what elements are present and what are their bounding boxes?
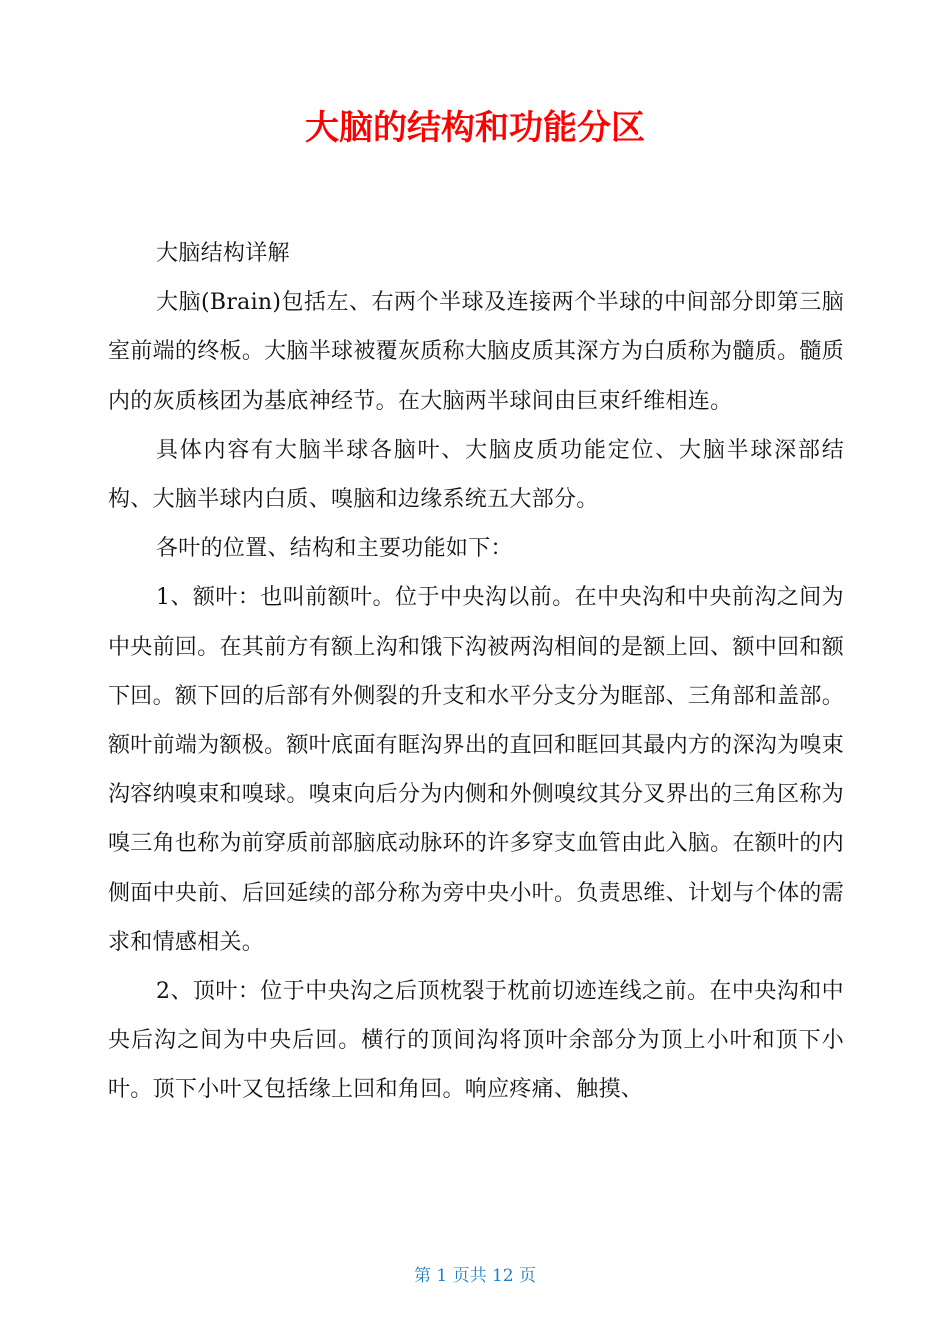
- paragraph-heading: 大脑结构详解: [156, 241, 290, 266]
- paragraph-frontal-lobe: 1、额叶：也叫前额叶。位于中央沟以前。在中央沟和中央前沟之间为中央前回。在其前方有额上沟和饿下沟被两沟相间的是额上回、额中回和额下回。额下回的后部有外侧裂的升支和水平分支分为眶部、三角部和盖部。额叶前端为额极。额叶底面有眶沟界出的直回和眶回其最内方的深沟为嗅束沟容纳嗅束和嗅球。嗅束向后分为内侧和外侧嗅纹其分叉界出的三角区称为嗅三角也称为前穿质前部脑底动脉环的许多穿支血管由此入脑。在额叶的内侧面中央前、后回延续的部分称为旁中央小叶。负责思维、计划与个体的需求和情感相关。: [108, 585, 844, 955]
- paragraph-intro: 大脑(Brain)包括左、右两个半球及连接两个半球的中间部分即第三脑室前端的终板。大脑半球被覆灰质称大脑皮质其深方为白质称为髓质。髓质内的灰质核团为基底神经节。在大脑两半球间由巨束纤维相连。: [108, 290, 844, 414]
- paragraph-parietal-lobe: 2、顶叶：位于中央沟之后顶枕裂于枕前切迹连线之前。在中央沟和中央后沟之间为中央后回。横行的顶间沟将顶叶余部分为顶上小叶和顶下小叶。顶下小叶又包括缘上回和角回。响应疼痛、触摸、: [108, 979, 844, 1103]
- page-number: 第 1 页共 12 页: [413, 1266, 537, 1286]
- document-title: 大脑的结构和功能分区: [305, 108, 645, 148]
- document-body: [108, 229, 844, 1115]
- paragraph-contents: 具体内容有大脑半球各脑叶、大脑皮质功能定位、大脑半球深部结构、大脑半球内白质、嗅脑和边缘系统五大部分。: [108, 437, 844, 513]
- paragraph-lead: 各叶的位置、结构和主要功能如下：: [156, 536, 513, 562]
